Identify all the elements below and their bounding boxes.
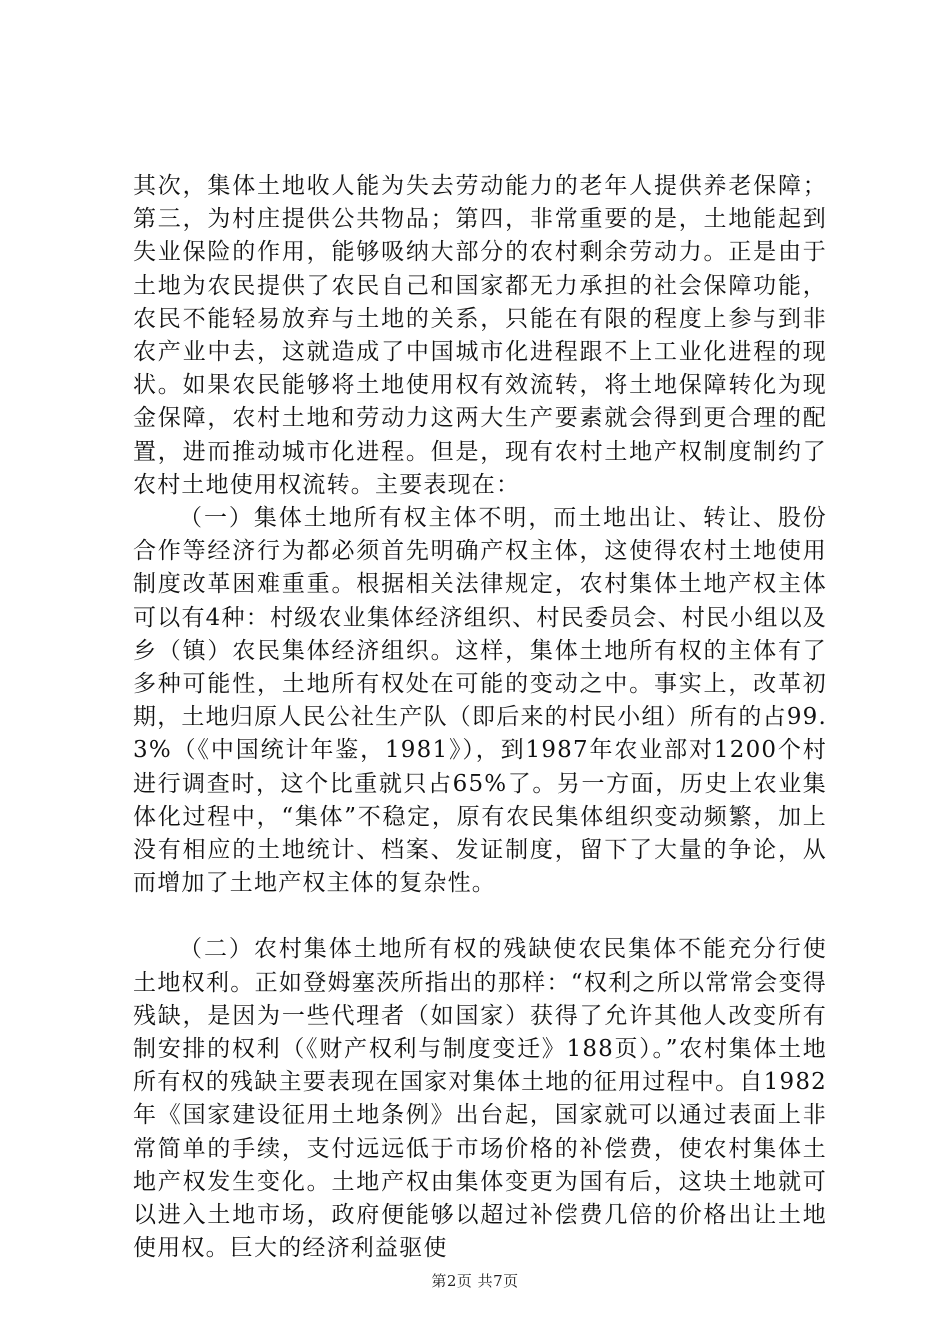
- page-number-footer: 第2页 共7页: [431, 1272, 519, 1290]
- paragraph-continuation: 其次，集体土地收人能为失去劳动能力的老年人提供养老保障；第三，为村庄提供公共物品；第四，非常重要的是，土地能起到失业保险的作用，能够吸纳大部分的农村剩余劳动力。正是由于土地为农民提供了农民自己和国家都无力承担的社会保障功能，农民不能轻易放弃与土地的关系，只能在有限的程度上参与到非农产业中去，这就造成了中国城市化进程跟不上工业化进程的现状。如果农民能够将土地使用权有效流转，将土地保障转化为现金保障，农村土地和劳动力这两大生产要素就会得到更合理的配置，进而推动城市化进程。但是，现有农村土地产权制度制约了农村土地使用权流转。主要表现在：: [133, 173, 827, 498]
- document-body: [133, 170, 827, 1266]
- paragraph-section-one: （一）集体土地所有权主体不明，而土地出让、转让、股份合作等经济行为都必须首先明确产权主体，这使得农村土地使用制度改革困难重重。根据相关法律规定，农村集体土地产权主体可以有4种：村级农业集体经济组织、村民委员会、村民小组以及乡（镇）农民集体经济组织。这样，集体土地所有权的主体有了多种可能性，土地所有权处在可能的变动之中。事实上，改革初期，土地归原人民公社生产队（即后来的村民小组）所有的占99.3%（《中国统计年鉴，1981》），到1987年农业部对1200个村进行调查时，这个比重就只占65%了。另一方面，历史上农业集体化过程中，“集体”不稳定，原有农民集体组织变动频繁，加上没有相应的土地统计、档案、发证制度，留下了大量的争论，从而增加了土地产权主体的复杂性。: [133, 505, 827, 897]
- paragraph-section-two: （二）农村集体土地所有权的残缺使农民集体不能充分行使土地权利。正如登姆塞茨所指出的那样：“权利之所以常常会变得残缺，是因为一些代理者（如国家）获得了允许其他人改变所有制安排的权利（《财产权利与制度变迁》188页）。”农村集体土地所有权的残缺主要表现在国家对集体土地的征用过程中。自1982年《国家建设征用土地条例》出台起，国家就可以通过表面上非常简单的手续，支付远远低于市场价格的补偿费，使农村集体土地产权发生变化。土地产权由集体变更为国有后，这块土地就可以进入土地市场，政府便能够以超过补偿费几倍的价格出让土地使用权。巨大的经济利益驱使: [133, 936, 827, 1262]
